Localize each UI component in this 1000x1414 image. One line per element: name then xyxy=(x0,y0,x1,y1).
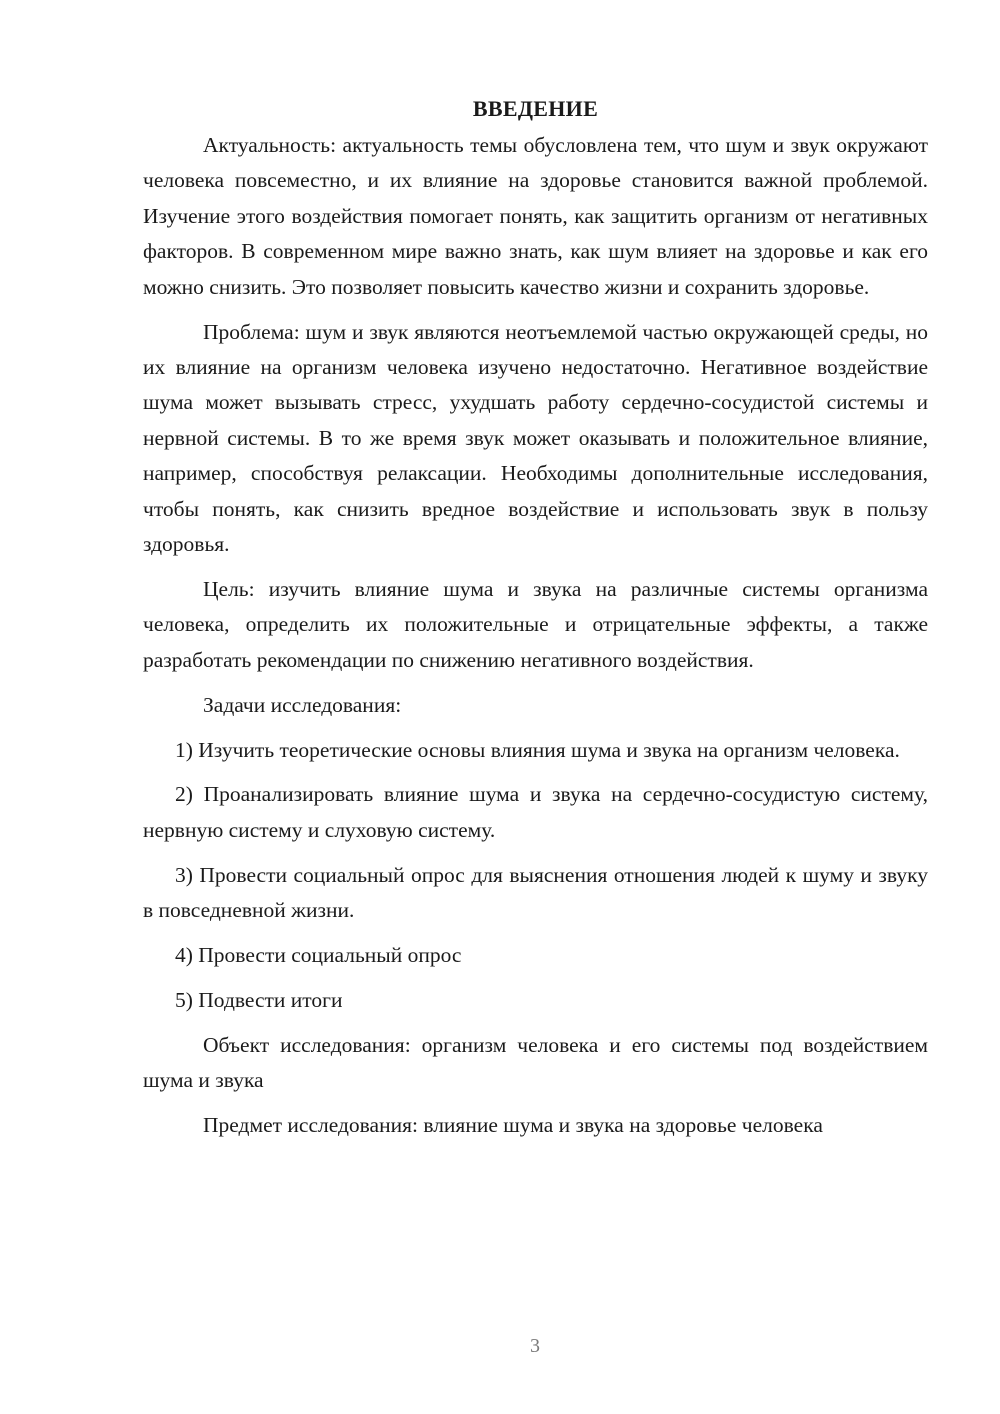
task-item-3: 3) Провести социальный опрос для выяснения отношения людей к шуму и звуку в повседневной жизни. xyxy=(143,862,928,923)
task-item-1: 1) Изучить теоретические основы влияния шума и звука на организм человека. xyxy=(175,737,900,762)
tasks-title: Задачи исследования: xyxy=(203,692,402,717)
paragraph-problem: Проблема: шум и звук являются неотъемлемой частью окружающей среды, но их влияние на организм человека изучено недостаточно. Негативное воздействие шума может вызывать стресс, ухудшать работу сердечно-сосудистой системы и нервной системы. В то же время звук может оказывать и положительное влияние, например, способствуя релаксации. Необходимы дополнительные исследования, чтобы понять, как снизить вредное воздействие и использовать звук в пользу здоровья. xyxy=(143,319,928,556)
document-page xyxy=(143,93,928,1153)
task-item-2: 2) Проанализировать влияние шума и звука на сердечно-сосудистую систему, нервную систему и слуховую систему. xyxy=(143,782,928,842)
paragraph-subject: Предмет исследования: влияние шума и звука на здоровье человека xyxy=(203,1113,823,1138)
paragraph-goal: Цель: изучить влияние шума и звука на различные системы организма человека, определить их положительные и отрицательные эффекты, а также разработать рекомендации по снижению негативного воздействия. xyxy=(143,576,928,672)
paragraph-relevance: Актуальность: актуальность темы обусловлена тем, что шум и звук окружают человека повсеместно, и их влияние на здоровье становится важной проблемой. Изучение этого воздействия помогает понять, как защитить организм от негативных факторов. В современном мире важно знать, как шум влияет на здоровье и как его можно снизить. Это позволяет повысить качество жизни и сохранить здоровье. xyxy=(143,133,928,299)
section-heading: ВВЕДЕНИЕ xyxy=(472,96,599,121)
page-number: 3 xyxy=(530,1335,540,1357)
paragraph-object: Объект исследования: организм человека и его системы под воздействием шума и звука xyxy=(143,1032,928,1093)
task-item-5: 5) Подвести итоги xyxy=(175,987,343,1012)
task-item-4: 4) Провести социальный опрос xyxy=(175,943,462,968)
